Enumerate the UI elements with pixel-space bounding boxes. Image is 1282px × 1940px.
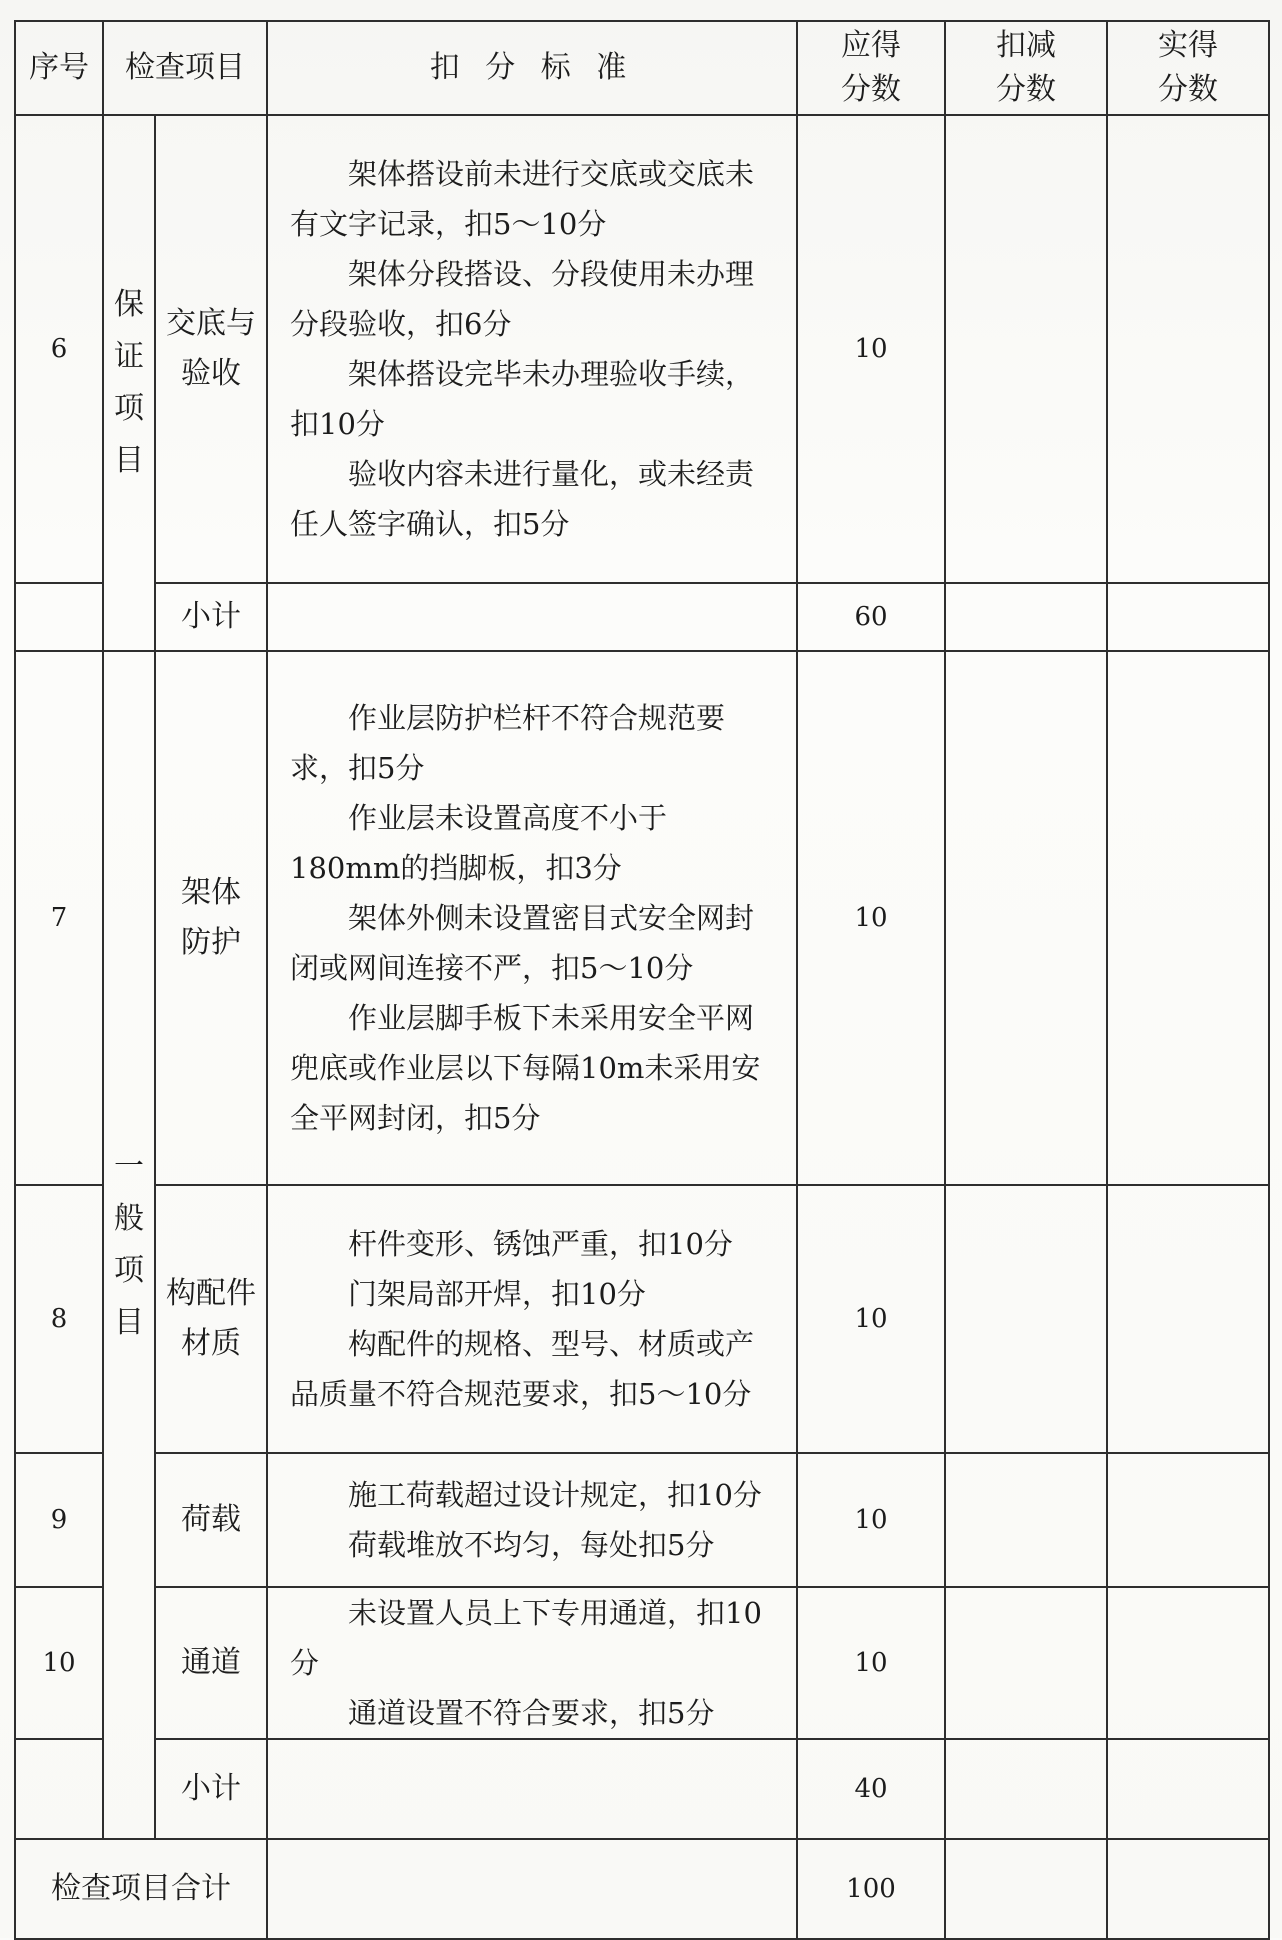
row-standards (267, 651, 797, 1185)
row-seq: 6 (15, 115, 103, 583)
header-deduct (945, 21, 1107, 115)
table-row (15, 583, 1269, 651)
row-actual-score (1107, 115, 1269, 583)
row-actual-score (1107, 1453, 1269, 1587)
row-seq (15, 1739, 103, 1839)
row-item: 小计 (155, 1739, 267, 1839)
row-deduct-score (945, 583, 1107, 651)
standard-line: 架体分段搭设、分段使用未办理分段验收，扣6分 (290, 257, 755, 341)
standard-line: 门架局部开焊，扣10分 (348, 1277, 646, 1311)
row-deduct-score (945, 1453, 1107, 1587)
standard-line: 架体外侧未设置密目式安全网封闭或网间连接不严，扣5～10分 (290, 901, 755, 985)
row-standards (267, 583, 797, 651)
header-standard: 扣 分 标 准 (267, 21, 797, 115)
row-standards (267, 1453, 797, 1587)
standard-line: 施工荷载超过设计规定，扣10分 (348, 1478, 762, 1512)
category-guarantee-text: 保证项目 (114, 287, 144, 478)
row-item (155, 651, 267, 1185)
row-due-score: 60 (797, 583, 945, 651)
row-item (155, 115, 267, 583)
row-item: 荷载 (155, 1453, 267, 1587)
total-deduct-score (945, 1839, 1107, 1939)
row-deduct-score (945, 1185, 1107, 1453)
category-general (103, 651, 155, 1839)
row-seq: 7 (15, 651, 103, 1185)
row-due-score: 40 (797, 1739, 945, 1839)
header-due-text: 应得分数 (841, 28, 901, 107)
table-header-row (15, 21, 1269, 115)
row-seq: 10 (15, 1587, 103, 1739)
standard-line: 构配件的规格、型号、材质或产品质量不符合规范要求，扣5～10分 (290, 1327, 755, 1411)
standard-line: 作业层未设置高度不小于180mm的挡脚板，扣3分 (290, 801, 668, 885)
row-due-score: 10 (797, 115, 945, 583)
row-actual-score (1107, 1739, 1269, 1839)
header-actual-text: 实得分数 (1158, 28, 1218, 107)
standard-line: 通道设置不符合要求，扣5分 (348, 1696, 715, 1730)
row-seq (15, 583, 103, 651)
standard-line: 验收内容未进行量化，或未经责任人签字确认，扣5分 (290, 457, 755, 541)
category-guarantee (103, 115, 155, 651)
total-label: 检查项目合计 (15, 1839, 267, 1939)
row-deduct-score (945, 1587, 1107, 1739)
row-actual-score (1107, 1587, 1269, 1739)
table-row (15, 1185, 1269, 1453)
row-standards (267, 1587, 797, 1739)
row-deduct-score (945, 651, 1107, 1185)
total-actual-score (1107, 1839, 1269, 1939)
total-standards (267, 1839, 797, 1939)
row-seq: 8 (15, 1185, 103, 1453)
table-row (15, 115, 1269, 583)
table-row (15, 1453, 1269, 1587)
row-item-text: 交底与验收 (166, 306, 256, 391)
row-deduct-score (945, 115, 1107, 583)
header-due (797, 21, 945, 115)
row-item: 小计 (155, 583, 267, 651)
standard-line: 作业层脚手板下未采用安全平网兜底或作业层以下每隔10m未采用安全平网封闭，扣5分 (290, 1001, 761, 1135)
row-due-score: 10 (797, 1453, 945, 1587)
row-standards (267, 1185, 797, 1453)
row-due-score: 10 (797, 1587, 945, 1739)
total-due-score: 100 (797, 1839, 945, 1939)
row-item (155, 1185, 267, 1453)
header-item: 检查项目 (103, 21, 267, 115)
category-general-text: 一般项目 (114, 1149, 144, 1340)
row-standards (267, 1739, 797, 1839)
row-actual-score (1107, 1185, 1269, 1453)
table-row (15, 1739, 1269, 1839)
inspection-score-table (14, 20, 1270, 1940)
table-row (15, 651, 1269, 1185)
row-item-text: 架体防护 (181, 875, 241, 960)
row-item: 通道 (155, 1587, 267, 1739)
row-due-score: 10 (797, 651, 945, 1185)
standard-line: 架体搭设完毕未办理验收手续，扣10分 (290, 357, 755, 441)
row-actual-score (1107, 583, 1269, 651)
standard-line: 作业层防护栏杆不符合规范要求，扣5分 (290, 701, 726, 785)
row-deduct-score (945, 1739, 1107, 1839)
row-item-text: 构配件材质 (166, 1276, 256, 1361)
row-standards (267, 115, 797, 583)
header-seq: 序号 (15, 21, 103, 115)
header-deduct-text: 扣减分数 (996, 28, 1056, 107)
standard-line: 杆件变形、锈蚀严重，扣10分 (348, 1227, 733, 1261)
row-due-score: 10 (797, 1185, 945, 1453)
standard-line: 荷载堆放不均匀，每处扣5分 (348, 1528, 715, 1562)
header-actual (1107, 21, 1269, 115)
standard-line: 架体搭设前未进行交底或交底未有文字记录，扣5～10分 (290, 157, 755, 241)
table-row (15, 1587, 1269, 1739)
total-row (15, 1839, 1269, 1939)
row-actual-score (1107, 651, 1269, 1185)
standard-line: 未设置人员上下专用通道，扣10分 (290, 1596, 762, 1680)
row-seq: 9 (15, 1453, 103, 1587)
